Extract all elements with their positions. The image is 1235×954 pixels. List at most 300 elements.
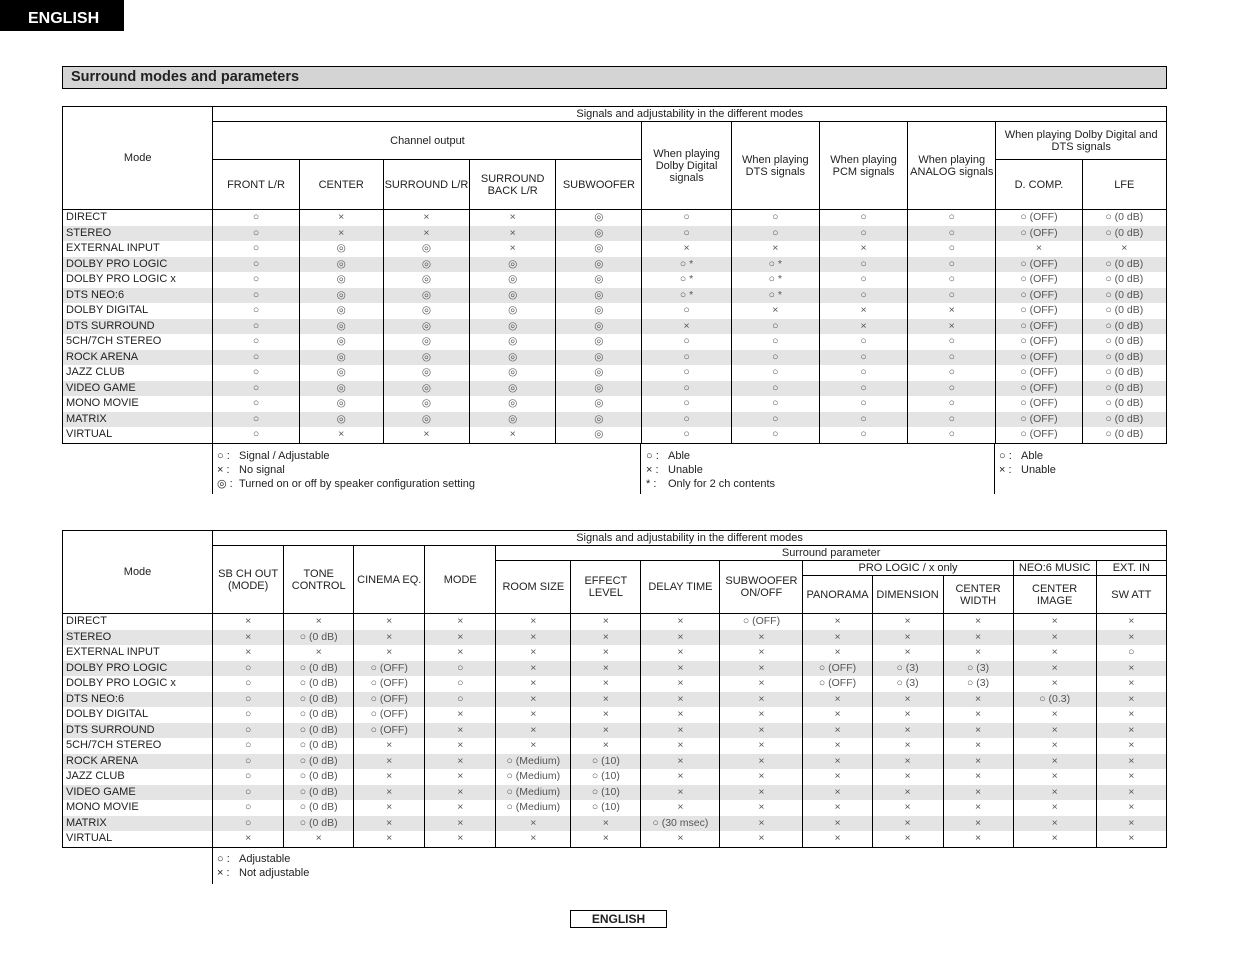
value-cell: ◎ — [556, 396, 642, 412]
value-cell: ○ — [908, 241, 996, 257]
value-cell: × — [720, 754, 803, 770]
value-cell: × — [641, 707, 720, 723]
mode-cell: VIRTUAL — [63, 427, 213, 443]
value-cell: × — [354, 645, 425, 661]
value-cell: ○ — [731, 381, 819, 397]
value-cell: × — [571, 676, 641, 692]
value-cell: × — [496, 707, 571, 723]
value-cell: × — [1096, 723, 1166, 739]
value-cell: × — [213, 831, 284, 847]
table-row — [63, 319, 1167, 335]
value-cell: × — [720, 769, 803, 785]
value-cell: ○ — [213, 816, 284, 832]
section-title: Surround modes and parameters — [62, 66, 1167, 89]
col-header: ROOM SIZE — [496, 561, 571, 614]
value-cell: ○ (OFF) — [354, 676, 425, 692]
value-cell: × — [731, 241, 819, 257]
value-cell: × — [425, 645, 496, 661]
value-cell: ○ (0 dB) — [1082, 226, 1166, 242]
value-cell: ○ — [642, 427, 731, 443]
value-cell: × — [496, 645, 571, 661]
value-cell: ◎ — [383, 303, 469, 319]
value-cell: ○ — [908, 334, 996, 350]
col-header: SUBWOOFER — [556, 160, 642, 210]
mode-cell: DTS NEO:6 — [63, 692, 213, 708]
legend-playing-signals — [646, 449, 775, 491]
value-cell: ○ (OFF) — [996, 226, 1082, 242]
value-cell: ◎ — [383, 365, 469, 381]
value-cell: × — [872, 692, 943, 708]
table-row — [63, 754, 1167, 770]
value-cell: ◎ — [383, 272, 469, 288]
value-cell: × — [872, 738, 943, 754]
table-row — [63, 707, 1167, 723]
value-cell: ○ (3) — [872, 676, 943, 692]
value-cell: × — [571, 816, 641, 832]
value-cell: ○ * — [731, 288, 819, 304]
table-row — [63, 738, 1167, 754]
value-cell: ○ (OFF) — [996, 257, 1082, 273]
value-cell: ○ (Medium) — [496, 769, 571, 785]
value-cell: × — [496, 630, 571, 646]
value-cell: ○ — [213, 707, 284, 723]
value-cell: × — [470, 427, 556, 443]
value-cell: × — [425, 707, 496, 723]
table-row — [63, 412, 1167, 428]
value-cell: × — [803, 723, 872, 739]
value-cell: ○ — [731, 350, 819, 366]
value-cell: × — [641, 692, 720, 708]
value-cell: × — [943, 816, 1013, 832]
value-cell: ○ (OFF) — [803, 676, 872, 692]
value-cell: × — [425, 816, 496, 832]
value-cell: ○ — [642, 226, 731, 242]
value-cell: ○ — [819, 210, 907, 226]
col-header: FRONT L/R — [213, 160, 299, 210]
value-cell: ○ — [908, 396, 996, 412]
value-cell: ○ (OFF) — [996, 272, 1082, 288]
col-header: DELAY TIME — [641, 561, 720, 614]
value-cell: × — [872, 614, 943, 630]
legend-text: No signal — [239, 464, 285, 476]
legend-text: Able — [668, 450, 691, 462]
value-cell: ◎ — [299, 241, 383, 257]
table-row — [63, 381, 1167, 397]
value-cell: ○ — [213, 769, 284, 785]
value-cell: ○ — [819, 226, 907, 242]
value-cell: ○ — [642, 350, 731, 366]
value-cell: ○ — [819, 412, 907, 428]
value-cell: × — [1096, 692, 1166, 708]
value-cell: × — [425, 754, 496, 770]
value-cell: × — [1013, 754, 1096, 770]
value-cell: × — [470, 226, 556, 242]
value-cell: ○ — [213, 785, 284, 801]
value-cell: ○ — [213, 319, 299, 335]
value-cell: × — [571, 692, 641, 708]
value-cell: × — [819, 241, 907, 257]
col-header: CENTER — [299, 160, 383, 210]
value-cell: × — [1096, 769, 1166, 785]
col-header: TONE CONTROL — [284, 546, 354, 614]
value-cell: ○ (OFF) — [996, 350, 1082, 366]
legend-item — [217, 866, 309, 880]
value-cell: ○ — [908, 381, 996, 397]
pro-logic-group-header: PRO LOGIC / x only — [803, 561, 1013, 576]
value-cell: ○ (OFF) — [996, 303, 1082, 319]
value-cell: × — [908, 319, 996, 335]
value-cell: × — [425, 723, 496, 739]
value-cell: ○ — [908, 350, 996, 366]
value-cell: ○ — [819, 334, 907, 350]
surround-parameter-header: Surround parameter — [496, 546, 1167, 561]
legend-mark: ○ : — [999, 450, 1012, 462]
value-cell: ○ (10) — [571, 769, 641, 785]
legend-divider — [212, 444, 213, 494]
value-cell: ○ — [1096, 645, 1166, 661]
value-cell: ○ (3) — [943, 676, 1013, 692]
value-cell: × — [803, 614, 872, 630]
value-cell: ○ (OFF) — [996, 288, 1082, 304]
mode-cell: DIRECT — [63, 210, 213, 226]
value-cell: × — [943, 692, 1013, 708]
mode-cell: 5CH/7CH STEREO — [63, 738, 213, 754]
value-cell: ○ — [213, 738, 284, 754]
value-cell: × — [943, 614, 1013, 630]
legend-item — [646, 477, 775, 491]
col-header: D. COMP. — [996, 160, 1082, 210]
table-row — [63, 800, 1167, 816]
value-cell: ○ — [213, 412, 299, 428]
value-cell: × — [641, 645, 720, 661]
col-header: EFFECT LEVEL — [571, 561, 641, 614]
value-cell: × — [425, 831, 496, 847]
value-cell: × — [1013, 723, 1096, 739]
table-row — [63, 785, 1167, 801]
mode-cell: MONO MOVIE — [63, 396, 213, 412]
value-cell: × — [1013, 769, 1096, 785]
value-cell: × — [720, 630, 803, 646]
value-cell: ○ (0 dB) — [1082, 319, 1166, 335]
value-cell: ○ — [213, 692, 284, 708]
value-cell: × — [872, 707, 943, 723]
value-cell: ○ (0 dB) — [1082, 365, 1166, 381]
value-cell: ○ — [908, 226, 996, 242]
value-cell: ◎ — [383, 288, 469, 304]
table-row — [63, 396, 1167, 412]
mode-cell: DOLBY PRO LOGIC x — [63, 676, 213, 692]
value-cell: ◎ — [556, 241, 642, 257]
value-cell: × — [803, 831, 872, 847]
value-cell: × — [425, 614, 496, 630]
value-cell: × — [571, 723, 641, 739]
value-cell: ◎ — [470, 257, 556, 273]
value-cell: × — [1013, 800, 1096, 816]
value-cell: ◎ — [383, 319, 469, 335]
value-cell: ○ (OFF) — [996, 365, 1082, 381]
value-cell: ○ — [819, 427, 907, 443]
value-cell: × — [641, 676, 720, 692]
value-cell: × — [496, 692, 571, 708]
value-cell: × — [642, 241, 731, 257]
value-cell: ○ — [731, 319, 819, 335]
value-cell: ◎ — [556, 427, 642, 443]
mode-cell: DTS NEO:6 — [63, 288, 213, 304]
table-row — [63, 723, 1167, 739]
col-header: SUBWOOFER ON/OFF — [720, 561, 803, 614]
value-cell: ○ — [213, 241, 299, 257]
value-cell: × — [1082, 241, 1166, 257]
value-cell: ◎ — [556, 257, 642, 273]
signals-header: Signals and adjustability in the different modes — [213, 107, 1167, 122]
table-row — [63, 226, 1167, 242]
value-cell: × — [425, 630, 496, 646]
value-cell: ◎ — [556, 319, 642, 335]
value-cell: ◎ — [470, 334, 556, 350]
legend-text: Signal / Adjustable — [239, 450, 330, 462]
value-cell: × — [872, 645, 943, 661]
value-cell: × — [571, 707, 641, 723]
value-cell: × — [1096, 800, 1166, 816]
table-row — [63, 614, 1167, 630]
value-cell: ○ — [213, 257, 299, 273]
value-cell: ◎ — [383, 396, 469, 412]
value-cell: ○ (Medium) — [496, 785, 571, 801]
value-cell: × — [943, 723, 1013, 739]
value-cell: × — [284, 645, 354, 661]
value-cell: ○ (OFF) — [354, 707, 425, 723]
value-cell: ○ (0 dB) — [1082, 303, 1166, 319]
value-cell: × — [1013, 645, 1096, 661]
mode-cell: EXTERNAL INPUT — [63, 645, 213, 661]
value-cell: × — [425, 800, 496, 816]
mode-cell: DTS SURROUND — [63, 723, 213, 739]
mode-cell: DOLBY PRO LOGIC — [63, 661, 213, 677]
value-cell: ○ (Medium) — [496, 754, 571, 770]
value-cell: × — [908, 303, 996, 319]
table-row — [63, 630, 1167, 646]
value-cell: ○ — [213, 381, 299, 397]
legend-text: Unable — [1021, 464, 1056, 476]
value-cell: × — [720, 800, 803, 816]
value-cell: × — [1096, 661, 1166, 677]
value-cell: ○ (OFF) — [354, 692, 425, 708]
value-cell: ○ (3) — [943, 661, 1013, 677]
value-cell: ○ — [819, 350, 907, 366]
value-cell: ○ — [213, 288, 299, 304]
col-header: When playing Dolby Digital signals — [642, 122, 731, 210]
table-row — [63, 303, 1167, 319]
value-cell: × — [571, 831, 641, 847]
value-cell: × — [641, 769, 720, 785]
value-cell: × — [1013, 816, 1096, 832]
col-header: CENTER IMAGE — [1013, 576, 1096, 614]
legend-mark: ○ : — [646, 450, 659, 462]
col-header: When playing ANALOG signals — [908, 122, 996, 210]
value-cell: × — [641, 738, 720, 754]
value-cell: × — [496, 831, 571, 847]
legend-divider — [994, 444, 995, 494]
value-cell: ◎ — [556, 381, 642, 397]
value-cell: × — [1096, 754, 1166, 770]
value-cell: × — [571, 661, 641, 677]
legend-item — [646, 449, 775, 463]
legend-divider — [640, 444, 641, 494]
value-cell: ○ — [819, 381, 907, 397]
mode-cell: DOLBY PRO LOGIC — [63, 257, 213, 273]
value-cell: ◎ — [299, 396, 383, 412]
value-cell: ○ — [819, 365, 907, 381]
value-cell: ○ (30 msec) — [641, 816, 720, 832]
value-cell: ○ — [908, 272, 996, 288]
value-cell: ○ — [213, 396, 299, 412]
mode-cell: STEREO — [63, 630, 213, 646]
value-cell: ○ (0 dB) — [1082, 350, 1166, 366]
value-cell: ◎ — [556, 288, 642, 304]
value-cell: × — [803, 645, 872, 661]
value-cell: × — [496, 676, 571, 692]
legend-mark: * : — [646, 478, 657, 490]
value-cell: × — [284, 831, 354, 847]
legend-mark: × : — [999, 464, 1012, 476]
value-cell: × — [496, 723, 571, 739]
mode-cell: JAZZ CLUB — [63, 365, 213, 381]
value-cell: × — [284, 614, 354, 630]
col-header: CENTER WIDTH — [943, 576, 1013, 614]
value-cell: ○ — [642, 334, 731, 350]
value-cell: × — [1013, 676, 1096, 692]
legend-mark: × : — [217, 464, 230, 476]
value-cell: ○ (OFF) — [996, 319, 1082, 335]
value-cell: × — [571, 614, 641, 630]
value-cell: ○ — [213, 676, 284, 692]
value-cell: ◎ — [556, 210, 642, 226]
value-cell: × — [571, 738, 641, 754]
value-cell: ○ — [213, 303, 299, 319]
value-cell: ○ — [642, 210, 731, 226]
value-cell: ○ (0 dB) — [284, 816, 354, 832]
value-cell: ◎ — [556, 272, 642, 288]
value-cell: × — [354, 769, 425, 785]
value-cell: ◎ — [299, 350, 383, 366]
legend-mark: × : — [646, 464, 659, 476]
value-cell: × — [872, 785, 943, 801]
value-cell: × — [354, 800, 425, 816]
value-cell: × — [803, 800, 872, 816]
legend-text: Adjustable — [239, 853, 291, 865]
value-cell: ○ (0 dB) — [1082, 210, 1166, 226]
legend-mark: ○ : — [217, 450, 230, 462]
value-cell: ○ (0 dB) — [284, 738, 354, 754]
value-cell: × — [720, 723, 803, 739]
value-cell: ○ (0 dB) — [284, 676, 354, 692]
value-cell: ○ — [908, 257, 996, 273]
value-cell: × — [641, 630, 720, 646]
value-cell: ◎ — [299, 303, 383, 319]
table-row — [63, 210, 1167, 226]
value-cell: × — [496, 614, 571, 630]
value-cell: ○ * — [731, 257, 819, 273]
value-cell: × — [1013, 831, 1096, 847]
legend-dolby-dts — [999, 449, 1056, 477]
value-cell: × — [720, 831, 803, 847]
value-cell: ◎ — [383, 412, 469, 428]
value-cell: ○ (10) — [571, 754, 641, 770]
value-cell: × — [803, 692, 872, 708]
value-cell: ○ — [908, 210, 996, 226]
value-cell: ○ (0 dB) — [284, 785, 354, 801]
value-cell: ◎ — [470, 272, 556, 288]
table-row — [63, 257, 1167, 273]
value-cell: × — [299, 427, 383, 443]
legend-item — [217, 449, 475, 463]
col-header: SURROUND BACK L/R — [470, 160, 556, 210]
table-row — [63, 769, 1167, 785]
mode-cell: MONO MOVIE — [63, 800, 213, 816]
value-cell: ◎ — [556, 334, 642, 350]
value-cell: ○ — [908, 412, 996, 428]
value-cell: × — [1096, 707, 1166, 723]
value-cell: × — [943, 707, 1013, 723]
value-cell: ◎ — [470, 319, 556, 335]
value-cell: ○ — [425, 692, 496, 708]
value-cell: ○ — [642, 396, 731, 412]
value-cell: ◎ — [383, 350, 469, 366]
dolby-dts-header: When playing Dolby Digital and DTS signals — [996, 122, 1167, 160]
mode-cell: STEREO — [63, 226, 213, 242]
value-cell: × — [1096, 614, 1166, 630]
value-cell: ○ (OFF) — [803, 661, 872, 677]
value-cell: ○ (0 dB) — [284, 661, 354, 677]
surround-parameters-table — [62, 530, 1167, 848]
legend-text: Turned on or off by speaker configuration setting — [239, 478, 476, 490]
value-cell: ○ — [425, 661, 496, 677]
legend-divider — [212, 848, 213, 884]
mode-cell: VIDEO GAME — [63, 381, 213, 397]
col-header: SW ATT — [1096, 576, 1166, 614]
mode-cell: MATRIX — [63, 816, 213, 832]
value-cell: ○ (0 dB) — [1082, 381, 1166, 397]
table-row — [63, 692, 1167, 708]
value-cell: × — [803, 738, 872, 754]
value-cell: ○ — [213, 210, 299, 226]
value-cell: ○ (0 dB) — [284, 692, 354, 708]
value-cell: × — [425, 785, 496, 801]
value-cell: ○ * — [642, 272, 731, 288]
value-cell: ○ (0 dB) — [1082, 412, 1166, 428]
value-cell: ○ — [819, 288, 907, 304]
value-cell: × — [383, 427, 469, 443]
value-cell: ○ — [642, 381, 731, 397]
value-cell: × — [641, 723, 720, 739]
value-cell: ○ — [642, 365, 731, 381]
value-cell: × — [1013, 738, 1096, 754]
value-cell: × — [720, 738, 803, 754]
value-cell: ○ — [731, 334, 819, 350]
value-cell: ◎ — [299, 319, 383, 335]
value-cell: × — [943, 738, 1013, 754]
col-header: CINEMA EQ. — [354, 546, 425, 614]
value-cell: × — [1013, 614, 1096, 630]
value-cell: × — [803, 630, 872, 646]
signals-header: Signals and adjustability in the different modes — [213, 531, 1167, 546]
value-cell: ○ * — [731, 272, 819, 288]
legend-mark: × : — [217, 867, 230, 879]
table-row — [63, 816, 1167, 832]
value-cell: × — [720, 676, 803, 692]
value-cell: ◎ — [470, 288, 556, 304]
value-cell: × — [720, 645, 803, 661]
